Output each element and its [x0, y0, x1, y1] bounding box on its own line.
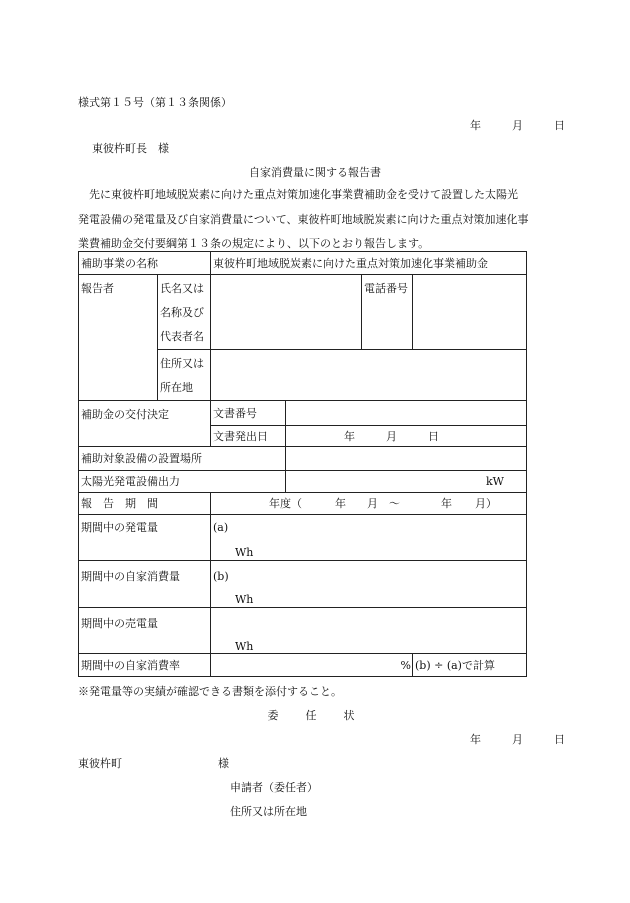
row-reporter-name — [79, 275, 527, 350]
doc-date-day: 日 — [428, 429, 439, 443]
rate-unit: % — [400, 658, 411, 672]
attachment-note: ※発電量等の実績が確認できる書類を添付すること。 — [78, 685, 342, 698]
period-year-end: 年 — [441, 497, 452, 510]
row-project-name — [79, 252, 527, 275]
address-label — [158, 350, 211, 401]
document-title: 自家消費量に関する報告書 — [249, 166, 381, 179]
doc-number-input[interactable] — [286, 401, 527, 426]
generation-unit: Wh — [235, 546, 254, 559]
sold-input[interactable] — [211, 608, 527, 654]
applicant-label: 申請者（委任者） — [230, 781, 318, 794]
row-install-location — [79, 447, 527, 471]
project-name-label: 補助事業の名称 — [79, 252, 211, 275]
install-location-label: 補助対象設備の設置場所 — [79, 447, 286, 471]
body-line: 業費補助金交付要綱第１３条の規定により、以下のとおり報告します。 — [78, 237, 430, 250]
address-label-line: 所在地 — [160, 381, 193, 394]
proxy-date-month: 月 — [512, 733, 523, 746]
generation-input[interactable] — [211, 515, 527, 561]
body-text — [78, 183, 548, 257]
period-month-end: 月） — [475, 497, 497, 510]
form-number: 様式第１５号（第１３条関係） — [78, 96, 232, 109]
report-date — [470, 120, 565, 131]
sold-unit: Wh — [235, 640, 254, 653]
proxy-date — [470, 734, 565, 745]
proxy-date-year: 年 — [470, 733, 481, 746]
sold-label: 期間中の売電量 — [79, 608, 211, 654]
rate-formula: (b) ÷ (a)で計算 — [413, 654, 527, 677]
name-label-line: 氏名又は — [160, 282, 204, 295]
row-sold — [79, 608, 527, 654]
period-tilde: ～ — [389, 497, 400, 510]
date-year: 年 — [470, 119, 481, 132]
town-honorific: 様 — [218, 757, 229, 770]
address-label-line: 住所又は — [160, 357, 204, 370]
generation-marker: (a) — [213, 521, 229, 534]
doc-date-label: 文書発出日 — [211, 426, 286, 447]
project-name-value[interactable]: 東彼杵町地域脱炭素に向けた重点対策加速化事業補助金 — [211, 252, 527, 275]
self-consumption-unit: Wh — [235, 593, 254, 606]
row-generation — [79, 515, 527, 561]
phone-input[interactable] — [413, 275, 527, 350]
self-consumption-input[interactable] — [211, 561, 527, 608]
solar-output-label: 太陽光発電設備出力 — [79, 471, 286, 493]
name-input[interactable] — [211, 275, 362, 350]
generation-label: 期間中の発電量 — [79, 515, 211, 561]
row-grant-doc-number — [79, 401, 527, 426]
rate-label: 期間中の自家消費率 — [79, 654, 211, 677]
date-month: 月 — [512, 119, 523, 132]
install-location-input[interactable] — [286, 447, 527, 471]
addressee: 東彼杵町長 様 — [92, 142, 169, 155]
self-consumption-marker: (b) — [213, 570, 229, 583]
proxy-date-day: 日 — [554, 733, 565, 746]
date-day: 日 — [554, 119, 565, 132]
period-value[interactable] — [211, 493, 527, 515]
row-self-consumption — [79, 561, 527, 608]
town-name: 東彼杵町 — [78, 757, 122, 770]
name-label — [158, 275, 211, 350]
period-year-start: 年 — [335, 497, 346, 510]
name-label-line: 代表者名 — [160, 330, 204, 343]
address-input[interactable] — [211, 350, 527, 401]
doc-date-value[interactable] — [286, 426, 527, 447]
doc-number-label: 文書番号 — [211, 401, 286, 426]
row-rate — [79, 654, 527, 677]
period-fiscal-year: 年度（ — [269, 497, 302, 510]
body-line: 先に東彼杵町地域脱炭素に向けた重点対策加速化事業費補助金を受けて設置した太陽光 — [78, 188, 518, 201]
applicant-address-label: 住所又は所在地 — [230, 805, 307, 818]
report-table — [78, 251, 527, 677]
period-month-start: 月 — [367, 497, 378, 510]
solar-output-unit: kW — [486, 475, 504, 488]
self-consumption-label: 期間中の自家消費量 — [79, 561, 211, 608]
solar-output-input[interactable] — [286, 471, 527, 493]
period-label: 報 告 期 間 — [79, 493, 211, 515]
reporter-label: 報告者 — [79, 275, 158, 401]
proxy-title: 委 任 状 — [267, 709, 363, 722]
row-solar-output — [79, 471, 527, 493]
name-label-line: 名称及び — [160, 306, 204, 319]
doc-date-month: 月 — [386, 429, 397, 443]
body-line: 発電設備の発電量及び自家消費量について、東彼杵町地域脱炭素に向けた重点対策加速化事 — [78, 212, 529, 226]
row-period — [79, 493, 527, 515]
rate-input[interactable] — [211, 654, 413, 677]
phone-label: 電話番号 — [362, 275, 413, 350]
doc-date-year: 年 — [344, 429, 355, 443]
grant-decision-label: 補助金の交付決定 — [79, 401, 211, 447]
